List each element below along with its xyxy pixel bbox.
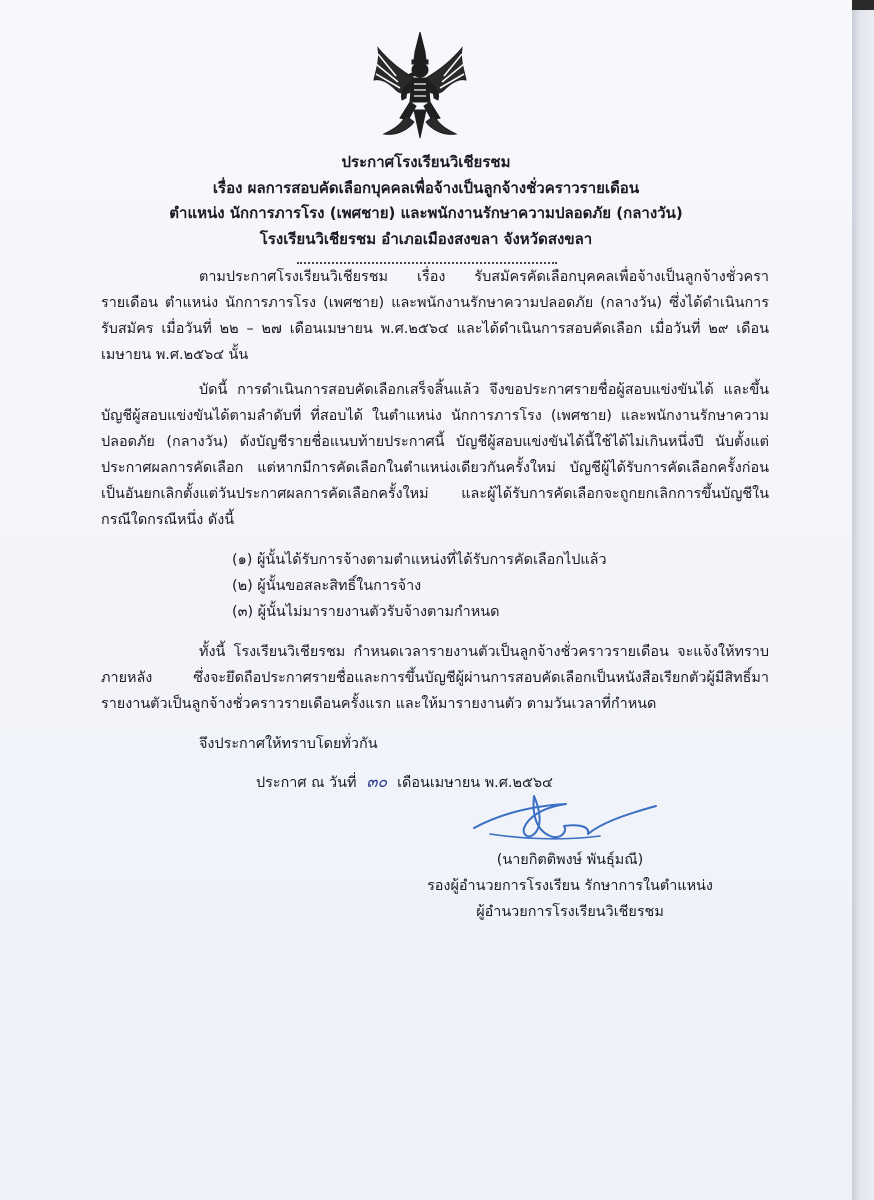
condition-item: (๓) ผู้นั้นไม่มารายงานตัวรับจ้างตามกำหนด (232, 604, 500, 620)
school-location-line: โรงเรียนวิเชียรชม อำเภอเมืองสงขลา จังหวัดสงขลา (259, 230, 593, 248)
announce-date-prefix: ประกาศ ณ วันที่ (256, 775, 357, 791)
paragraph-reporting (101, 639, 769, 717)
paragraph-line: รับสมัคร เมื่อวันที่ ๒๒ – ๒๗ เดือนเมษายน พ.ศ.๒๕๖๔ และได้ดำเนินการสอบคัดเลือก เมื่อวันที่ ๒๙ เดือน (101, 321, 769, 337)
condition-item: (๑) ผู้นั้นได้รับการจ้างตามตำแหน่งที่ได้รับการคัดเลือกไปแล้ว (232, 552, 607, 568)
paragraph-results (101, 377, 769, 533)
closing-statement: จึงประกาศให้ทราบโดยทั่วกัน (199, 736, 378, 752)
condition-item: (๒) ผู้นั้นขอสละสิทธิ์ในการจ้าง (232, 578, 422, 594)
announce-day-handwritten: ๓๐ (366, 772, 388, 791)
announce-date-suffix: เดือนเมษายน พ.ศ.๒๕๖๔ (397, 775, 553, 791)
scan-edge (852, 0, 874, 1200)
paragraph-line: ประกาศผลการคัดเลือก แต่หากมีการคัดเลือกในตำแหน่งเดียวกันครั้งใหม่ บัญชีผู้ได้รับการคัดเลือกครั้งก่อน (101, 460, 769, 476)
paragraph-line: กรณีใดกรณีหนึ่ง ดังนี้ (101, 512, 235, 528)
paragraph-line: ปลอดภัย (กลางวัน) ดังบัญชีรายชื่อแนบท้ายประกาศนี้ บัญชีผู้สอบแข่งขันได้นี้ใช้ได้ไม่เกินหนึ่งปี นับตั้งแต่ (101, 434, 769, 450)
paragraph-line: เมษายน พ.ศ.๒๕๖๔ นั้น (101, 347, 249, 363)
paragraph-line: เป็นอันยกเลิกตั้งแต่วันประกาศผลการคัดเลือกครั้งใหม่ และผู้ได้รับการคัดเลือกจะถูกยกเลิกการขึ้นบัญชีใน (101, 486, 769, 502)
scan-corner (852, 0, 874, 10)
paragraph-line: ตามประกาศโรงเรียนวิเชียรชม เรื่อง รับสมัครคัดเลือกบุคคลเพื่อจ้างเป็นลูกจ้างชั่วครา (199, 269, 769, 285)
paragraph-line: บัญชีผู้สอบแข่งขันได้ตามลำดับที่ ที่สอบได้ ในตำแหน่ง นักการภารโรง (เพศชาย) และพนักงานรักษาความ (101, 408, 769, 424)
paragraph-reference (101, 264, 769, 368)
paragraph-line: บัดนี้ การดำเนินการสอบคัดเลือกเสร็จสิ้นแล้ว จึงขอประกาศรายชื่อผู้สอบแข่งขันได้ และขึ้น (199, 382, 769, 398)
subject-line: เรื่อง ผลการสอบคัดเลือกบุคคลเพื่อจ้างเป็นลูกจ้างชั่วคราวรายเดือน (212, 179, 640, 197)
signatory-position: รองผู้อำนวยการโรงเรียน รักษาการในตำแหน่ง (427, 878, 713, 894)
position-line: ตำแหน่ง นักการภารโรง (เพศชาย) และพนักงานรักษาความปลอดภัย (กลางวัน) (169, 204, 683, 222)
paragraph-line: รายงานตัวเป็นลูกจ้างชั่วคราวรายเดือนครั้งแรก และให้มารายงานตัว ตามวันเวลาที่กำหนด (101, 696, 657, 712)
announcement-title: ประกาศโรงเรียนวิเชียรชม (341, 153, 511, 171)
paragraph-line: รายเดือน ตำแหน่ง นักการภารโรง (เพศชาย) และพนักงานรักษาความปลอดภัย (กลางวัน) ซึ่งได้ดำเนินการ (101, 295, 769, 311)
paragraph-line: ภายหลัง ซึ่งจะยึดถือประกาศรายชื่อและการขึ้นบัญชีผู้ผ่านการสอบคัดเลือกเป็นหนังสือเรียกตัวผู้มีสิทธิ์มา (101, 670, 769, 686)
garuda-emblem-icon (370, 30, 470, 142)
signatory-position: ผู้อำนวยการโรงเรียนวิเชียรชม (476, 904, 664, 920)
paragraph-line: ทั้งนี้ โรงเรียนวิเชียรชม กำหนดเวลารายงานตัวเป็นลูกจ้างชั่วคราวรายเดือน จะแจ้งให้ทราบ (199, 644, 769, 660)
signature (470, 784, 660, 854)
signatory-name: (นายกิตติพงษ์ พันธุ์มณี) (496, 852, 644, 868)
